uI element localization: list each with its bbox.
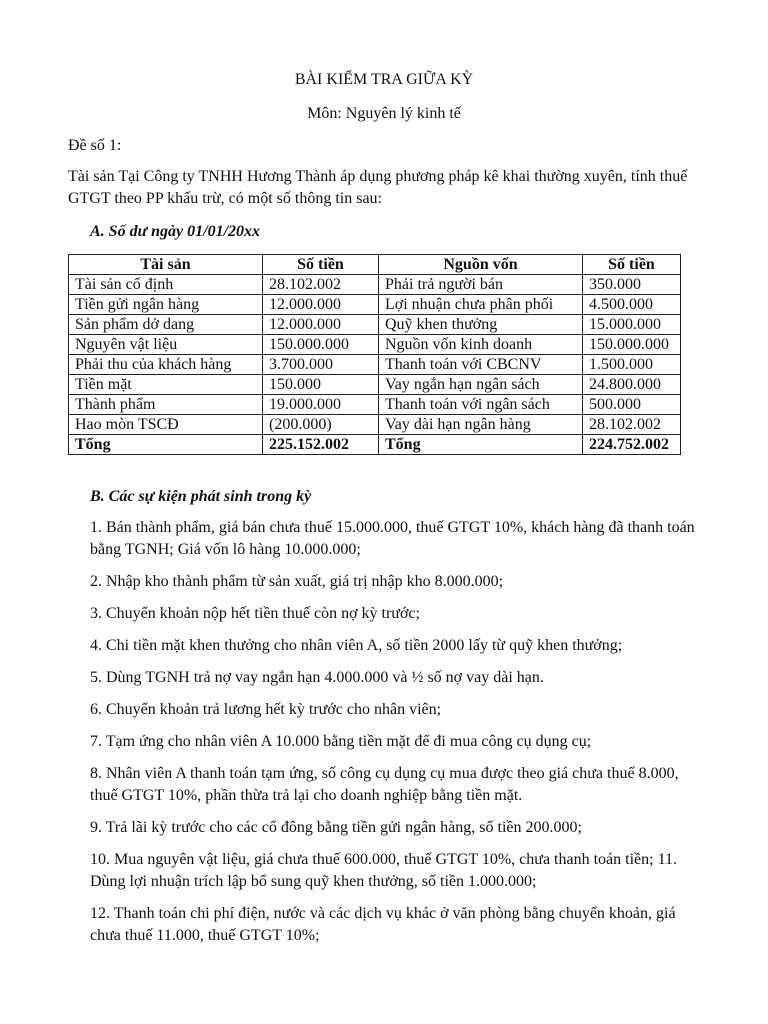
event-item: 7. Tạm ứng cho nhân viên A 10.000 bằng tiền mặt để đi mua công cụ dụng cụ; [90, 733, 592, 750]
event-item: 9. Trả lãi kỳ trước cho các cổ đông bằng tiền gửi ngân hàng, số tiền 200.000; [90, 819, 582, 836]
balance-table-body [69, 275, 681, 455]
asset-amount: (200.000) [263, 415, 379, 435]
asset-amount: 28.102.002 [263, 275, 379, 295]
source-amount: 15.000.000 [583, 315, 681, 335]
table-row [69, 375, 681, 395]
asset-amount: 150.000.000 [263, 335, 379, 355]
balance-table-header [69, 255, 681, 275]
asset-name: Tiền mặt [69, 375, 263, 395]
asset-name: Tài sản cố định [69, 275, 263, 295]
asset-amount: 150.000 [263, 375, 379, 395]
table-row [69, 415, 681, 435]
source-amount: 1.500.000 [583, 355, 681, 375]
source-amount: 350.000 [583, 275, 681, 295]
event-item: 5. Dùng TGNH trả nợ vay ngắn hạn 4.000.000 và ½ số nợ vay dài hạn. [90, 669, 544, 686]
section-a-heading: A. Số dư ngày 01/01/20xx [90, 223, 261, 240]
document-title: BÀI KIỂM TRA GIỮA KỲ [294, 71, 474, 88]
source-amount: 28.102.002 [583, 415, 681, 435]
exam-number: Đề số 1: [68, 137, 122, 154]
asset-name: Phải thu của khách hàng [69, 355, 263, 375]
table-row [69, 275, 681, 295]
event-item: 1. Bán thành phẩm, giá bán chưa thuế 15.000.000, thuế GTGT 10%, khách hàng đã thanh toán bằng TGNH; Giá vốn lô hàng 10.000.000; [90, 519, 695, 558]
source-name: Quỹ khen thưởng [379, 315, 583, 335]
source-name: Vay ngắn hạn ngân sách [379, 375, 583, 395]
total-asset-name: Tổng [69, 435, 263, 455]
events-list [90, 517, 708, 957]
total-source-name: Tổng [379, 435, 583, 455]
table-total-row [69, 435, 681, 455]
source-amount: 4.500.000 [583, 295, 681, 315]
event-item: 10. Mua nguyên vật liệu, giá chưa thuế 600.000, thuế GTGT 10%, chưa thanh toán tiền; 11. Dùng lợi nhuận trích lập bổ sung quỹ khen thưởng, số tiền 1.000.000; [90, 851, 677, 890]
table-row [69, 315, 681, 335]
table-row [69, 295, 681, 315]
total-source-amount: 224.752.002 [583, 435, 681, 455]
header-capital-sources: Nguồn vốn [379, 255, 583, 275]
table-row [69, 335, 681, 355]
source-amount: 150.000.000 [583, 335, 681, 355]
header-source-amount: Số tiền [583, 255, 681, 275]
intro-paragraph: Tài sản Tại Công ty TNHH Hương Thành áp dụng phương pháp kê khai thường xuyên, tính thuế GTGT theo PP khấu trừ, có một số thông tin sau: [68, 168, 688, 207]
event-item: 8. Nhân viên A thanh toán tạm ứng, số công cụ dụng cụ mua được theo giá chưa thuế 8.000, thuế GTGT 10%, phần thừa trả lại cho doanh nghiệp bằng tiền mặt. [90, 765, 679, 804]
event-item: 6. Chuyển khoản trả lương hết kỳ trước cho nhân viên; [90, 701, 442, 718]
source-amount: 24.800.000 [583, 375, 681, 395]
asset-amount: 12.000.000 [263, 315, 379, 335]
section-b-heading: B. Các sự kiện phát sinh trong kỳ [90, 488, 312, 505]
event-item: 2. Nhập kho thành phẩm từ sản xuất, giá trị nhập kho 8.000.000; [90, 573, 504, 590]
header-assets: Tài sản [69, 255, 263, 275]
source-name: Phải trả người bán [379, 275, 583, 295]
subject-line: Môn: Nguyên lý kinh tế [307, 105, 461, 122]
source-amount: 500.000 [583, 395, 681, 415]
asset-name: Tiền gửi ngân hàng [69, 295, 263, 315]
event-item: 12. Thanh toán chi phí điện, nước và các dịch vụ khác ở văn phòng bằng chuyển khoản, giá chưa thuế 11.000, thuế GTGT 10%; [90, 905, 676, 944]
asset-name: Sản phẩm dở dang [69, 315, 263, 335]
table-row [69, 395, 681, 415]
header-asset-amount: Số tiền [263, 255, 379, 275]
source-name: Thanh toán với CBCNV [379, 355, 583, 375]
source-name: Thanh toán với ngân sách [379, 395, 583, 415]
asset-amount: 19.000.000 [263, 395, 379, 415]
asset-amount: 12.000.000 [263, 295, 379, 315]
event-item: 4. Chi tiền mặt khen thưởng cho nhân viên A, số tiền 2000 lấy từ quỹ khen thưởng; [90, 637, 623, 654]
total-asset-amount: 225.152.002 [263, 435, 379, 455]
table-row [69, 355, 681, 375]
balance-table [68, 254, 681, 455]
source-name: Nguồn vốn kinh doanh [379, 335, 583, 355]
source-name: Vay dài hạn ngân hàng [379, 415, 583, 435]
source-name: Lợi nhuận chưa phân phối [379, 295, 583, 315]
asset-amount: 3.700.000 [263, 355, 379, 375]
event-item: 3. Chuyển khoản nộp hết tiền thuế còn nợ kỳ trước; [90, 605, 420, 622]
asset-name: Thành phẩm [69, 395, 263, 415]
asset-name: Hao mòn TSCĐ [69, 415, 263, 435]
asset-name: Nguyên vật liệu [69, 335, 263, 355]
